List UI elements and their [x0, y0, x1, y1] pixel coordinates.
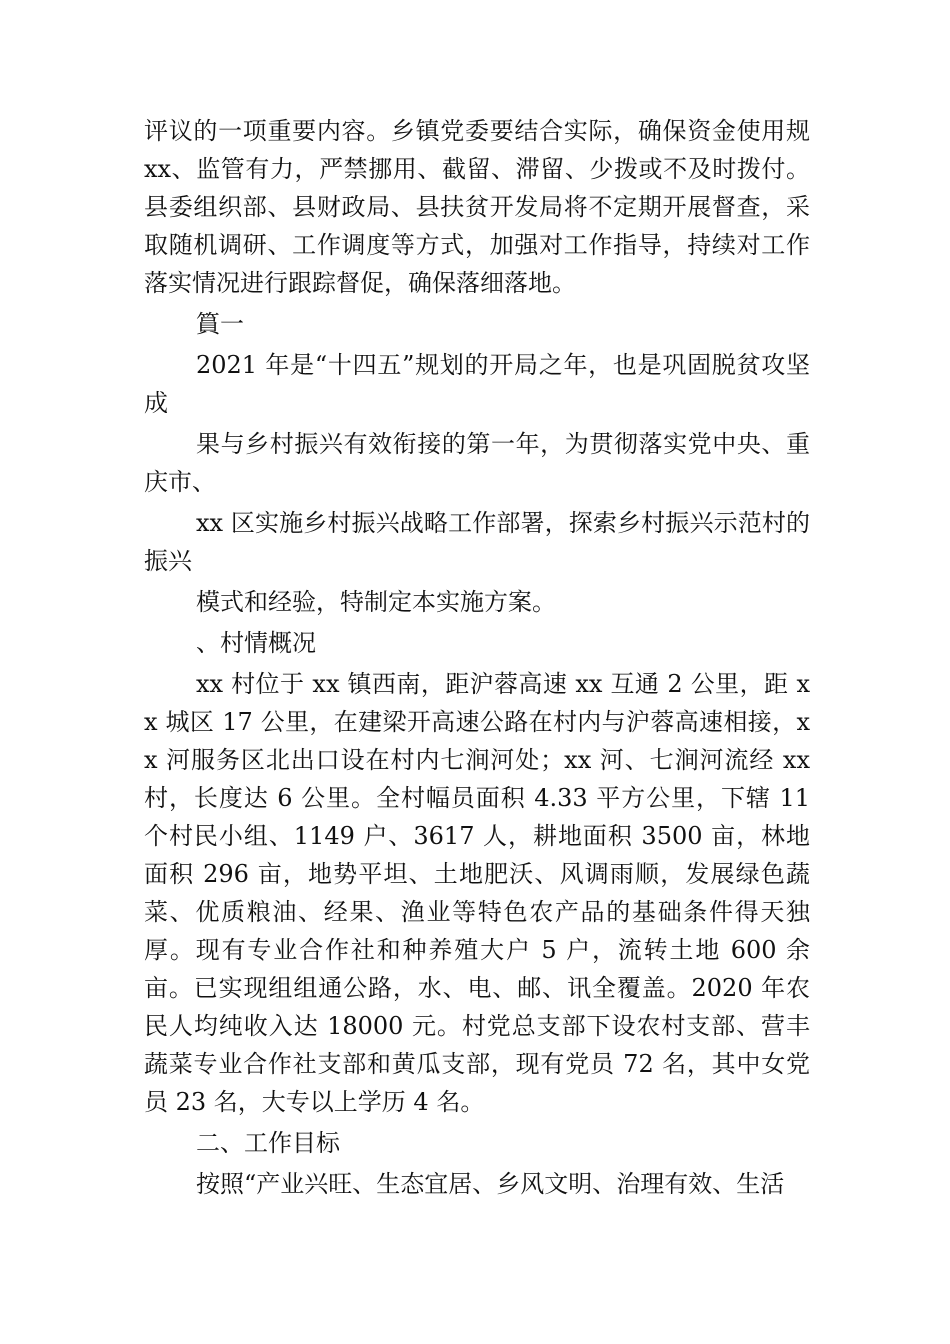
paragraph-work-goals: 按照“产业兴旺、生态宜居、乡风文明、治理有效、生活: [196, 1170, 785, 1198]
document-body: [144, 112, 810, 1203]
section-heading-work-goals: 二、工作目标: [196, 1129, 340, 1157]
paragraph-funding-supervision: 评议的一项重要内容。乡镇党委要结合实际，确保资金使用规 xx、监管有力，严禁挪用、截留、滞留、少拨或不及时拨付。县委组织部、县财政局、县扶贫开发局将不定期开展督查，采取随机调研、工作调度等方式，加强对工作指导，持续对工作落实情况进行跟踪督促，确保落细落地。: [144, 117, 810, 297]
section-heading-village-overview: 、村情概况: [196, 629, 316, 657]
paragraph-intro-line-3: xx 区实施乡村振兴战略工作部署，探索乡村振兴示范村的振兴: [144, 509, 810, 575]
paragraph-village-overview: xx 村位于 xx 镇西南，距沪蓉高速 xx 互通 2 公里，距 xx 城区 17 公里，在建梁开高速公路在村内与沪蓉高速相接，xx 河服务区北出口设在村内七涧河处；xx 河、七涧河流经 xx 村，长度达 6 公里。全村幅员面积 4.33 平方公里，下辖 11 个村民小组、1149 户、3617 人，耕地面积 3500 亩，林地面积 296 亩，地势平坦、土地肥沃、风调雨顺，发展绿色蔬菜、优质粮油、经果、渔业等特色农产品的基础条件得天独厚。现有专业合作社和种养殖大户 5 户，流转土地 600 余亩。已实现组组通公路，水、电、邮、讯全覆盖。2020 年农民人均纯收入达 18000 元。村党总支部下设农村支部、营丰蔬菜专业合作社支部和黄瓜支部，现有党员 72 名，其中女党员 23 名，大专以上学历 4 名。: [144, 670, 810, 1116]
section-heading-part-one: 篔一: [196, 310, 244, 338]
paragraph-intro-line-4: 模式和经验，特制定本实施方案。: [196, 588, 556, 616]
paragraph-intro-line-2: 果与乡村振兴有效衔接的第一年，为贯彻落实党中央、重庆市、: [144, 430, 810, 496]
paragraph-intro-line-1: 2021 年是“十四五”规划的开局之年，也是巩固脱贫攻坚成: [144, 351, 810, 417]
